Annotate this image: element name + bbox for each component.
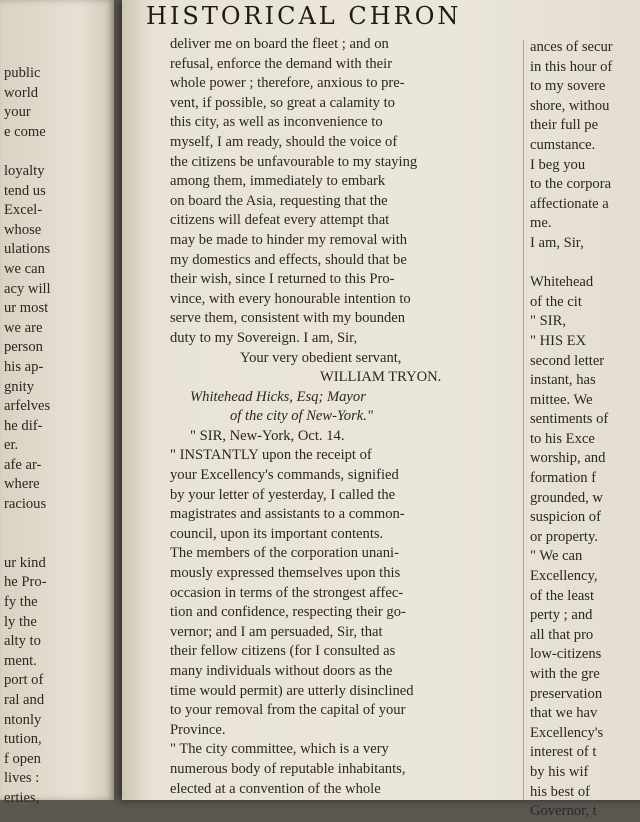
right-column-line: Excellency, [530,568,598,585]
left-column-line [4,142,112,162]
right-column-line: sentiments of [530,411,609,428]
main-column-line: Your very obedient servant, [240,349,402,366]
main-column-line: mously expressed themselves upon this [170,565,401,582]
main-column-text [170,35,515,799]
right-column-line: formation f [530,470,597,487]
right-column-line: all that pro [530,626,594,643]
left-column-line [4,534,112,554]
left-column-line: whose [4,221,42,238]
running-head: HISTORICAL CHRON [146,2,462,30]
right-column-line: preservation [530,685,603,702]
main-column-line: elected at a convention of the whole [170,780,381,797]
right-column-line: to his Exce [530,430,595,447]
main-column-line: by your letter of yesterday, I called the [170,486,396,503]
right-column-line: second letter [530,352,605,369]
left-column-line: tend us [4,182,46,199]
main-column-line: may be made to hinder my removal with [170,231,408,248]
main-column-line: serve them, consistent with my bounden [170,310,406,327]
left-column-line: acy will [4,280,51,297]
main-column-line: their fellow citizens (for I consulted as [170,643,396,660]
main-column-line: tion and confidence, respecting their go- [170,604,406,621]
left-column-line: public [4,65,41,81]
main-column-line: vent, if possible, so great a calamity to [170,94,395,111]
left-column-line: ulations [4,241,51,258]
right-column-text [530,38,640,822]
right-column-line: " We can [530,548,583,565]
left-column-line: where [4,476,40,493]
right-column-line: grounded, w [530,489,603,506]
left-column-line: loyalty [4,162,45,179]
right-column-line: ances of secur [530,39,613,55]
left-column-line: fy the [4,594,38,611]
left-column-line: f open [4,750,41,767]
main-column-line: numerous body of reputable inhabitants, [170,760,406,777]
main-column-line: magistrates and assistants to a common- [170,506,405,523]
left-column-line: person [4,339,43,356]
main-column-line: Whitehead Hicks, Esq; Mayor [190,388,366,405]
main-column-line: council, upon its important contents. [170,525,384,542]
right-column-line: to my sovere [530,78,606,95]
left-column-line: his ap- [4,358,44,375]
left-column-line: ur most [4,300,49,317]
left-column-line: ntonly [4,711,42,728]
right-column-line [530,254,640,274]
main-column-line: WILLIAM TRYON. [320,369,442,386]
right-column-line: affectionate a [530,195,609,212]
main-column-line: to your removal from the capital of your [170,702,406,719]
right-column-line: in this hour of [530,58,613,75]
main-column-line: vernor; and I am persuaded, Sir, that [170,623,383,640]
main-column-line: this city, as well as inconvenience to [170,114,383,131]
right-column-line: mittee. We [530,391,593,408]
main-column-line: among them, immediately to embark [170,173,386,190]
left-column-line: we can [4,260,45,277]
left-column-line: arfelves [4,398,51,415]
left-column-line: ment. [4,652,37,669]
right-column-line: perty ; and [530,607,593,624]
left-column-line: e come [4,123,46,140]
right-column-line: shore, withou [530,97,610,114]
right-column-line: I beg you [530,156,586,173]
main-column-line: whole power ; therefore, anxious to pre- [170,75,405,92]
right-column-line: me. [530,215,552,232]
right-column-line: " HIS EX [530,332,587,349]
main-column-line: myself, I am ready, should the voice of [170,133,398,150]
left-column-line: Excel- [4,202,43,219]
right-column-line: his best of [530,783,590,800]
left-column-text [4,64,112,809]
right-column-line: I am, Sir, [530,234,584,251]
main-column-line: the citizens be unfavourable to my staying [170,153,418,170]
left-column-line: ral and [4,692,45,708]
right-column-line: suspicion of [530,509,601,526]
right-column-line: " SIR, [530,313,566,330]
left-column-line: he dif- [4,417,43,434]
main-column-line: " SIR, New-York, Oct. 14. [190,427,345,444]
main-column-line: refusal, enforce the demand with their [170,55,393,72]
main-column-line: my domestics and effects, should that be [170,251,407,268]
main-column-line: time would permit) are utterly disinclined [170,682,414,699]
main-column-line: on board the Asia, requesting that the [170,192,388,209]
main-column-line: " INSTANTLY upon the receipt of [170,447,372,464]
right-column-line: with the gre [530,666,600,682]
right-column-line: interest of t [530,744,597,761]
right-column-line: Whitehead [530,274,594,291]
right-column-line: or property. [530,528,598,545]
left-column-line [4,515,112,535]
column-rule [523,40,524,800]
left-column-line: port of [4,672,44,689]
right-column-line: of the cit [530,293,582,310]
left-column-line: racious [4,496,47,513]
left-column-line: alty to [4,633,41,650]
right-column-line: instant, has [530,372,596,389]
right-column-line: Governor, t [530,803,597,820]
left-column-line: ur kind [4,554,46,571]
main-column-line: " The city committee, which is a very [170,741,389,758]
main-column-line: their wish, since I returned to this Pro- [170,271,395,288]
left-column-line: world [4,84,39,101]
main-column-line: citizens will defeat every attempt that [170,212,390,229]
right-column-line: cumstance. [530,136,596,153]
left-column-line: erties, [4,789,40,806]
right-column-line: to the corpora [530,176,612,193]
main-column-line: Province. [170,721,226,738]
left-column-line: ly the [4,613,37,630]
right-column-line: Excellency's [530,724,604,741]
right-column-line: their full pe [530,117,599,134]
left-column-line: er. [4,437,19,454]
left-column-line: gnity [4,378,34,395]
left-column-line: afe ar- [4,456,42,473]
right-column-line: that we hav [530,705,598,722]
left-column-line: lives : [4,770,40,787]
left-column-line: we are [4,319,43,336]
main-column-line: deliver me on board the fleet ; and on [170,36,389,52]
right-column-line: of the least [530,587,595,604]
main-column-line: duty to my Sovereign. I am, Sir, [170,329,358,346]
main-column-line: many individuals without doors as the [170,663,393,679]
main-column-line: occasion in terms of the strongest affec- [170,584,404,601]
right-column-line: low-citizens [530,646,602,663]
main-column-line: The members of the corporation unani- [170,545,399,562]
left-column-line: tution, [4,731,42,748]
right-column-line: by his wif [530,763,589,780]
left-column-line: your [4,104,31,121]
right-column-line: worship, and [530,450,606,467]
main-column-line: vince, with every honourable intention to [170,290,411,307]
main-column-line: of the city of New-York." [230,408,374,425]
left-column-line: he Pro- [4,574,47,591]
main-column-line: your Excellency's commands, signified [170,467,399,484]
